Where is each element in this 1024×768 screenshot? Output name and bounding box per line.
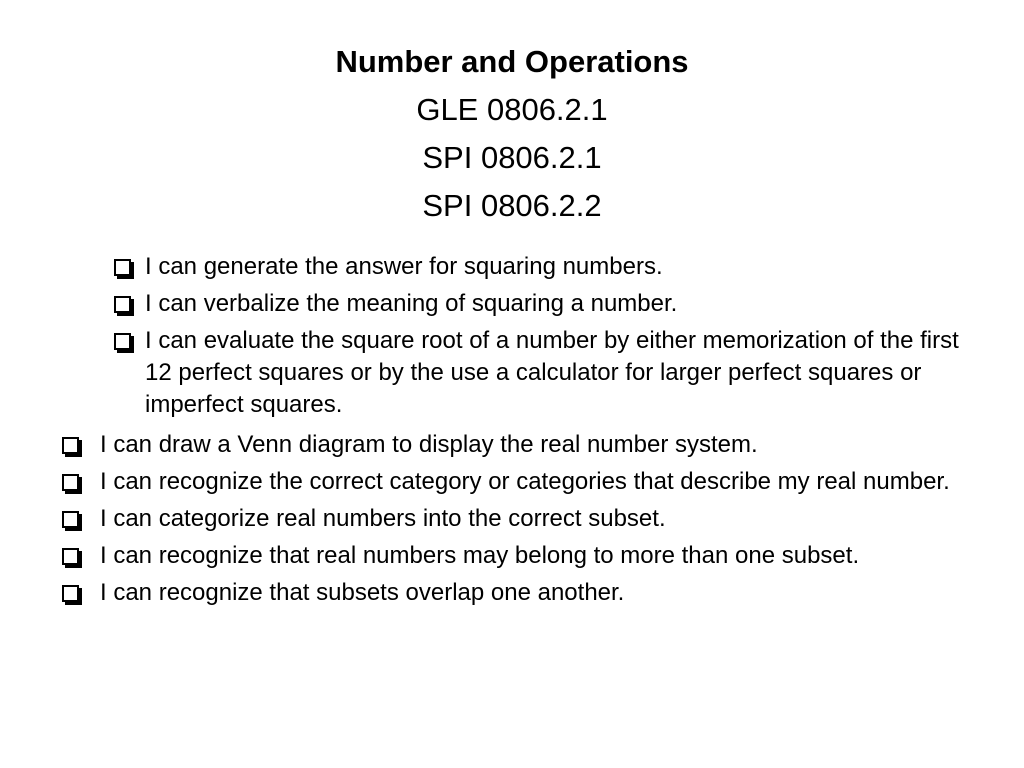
list-item-text: I can generate the answer for squaring numbers. <box>145 253 663 280</box>
list-item <box>114 251 974 283</box>
checkbox-icon <box>62 437 79 454</box>
list-item <box>114 325 974 421</box>
checkbox-icon <box>62 585 79 602</box>
list-item <box>114 288 974 320</box>
inner-objectives-list <box>114 251 974 426</box>
slide-title: Number and Operations <box>335 44 689 79</box>
list-item-text: I can draw a Venn diagram to display the real number system. <box>100 431 758 458</box>
list-item-text: I can evaluate the square root of a number by either memorization of the first 12 perfect squares or by the use a calculator for larger perfect squares or imperfect squares. <box>145 327 959 418</box>
list-item <box>62 503 962 535</box>
standard-code: GLE 0806.2.1 <box>416 92 608 127</box>
list-item <box>62 466 962 498</box>
list-item-text: I can categorize real numbers into the correct subset. <box>100 505 666 532</box>
list-item-text: I can recognize the correct category or categories that describe my real number. <box>100 468 950 495</box>
list-item-text: I can recognize that real numbers may belong to more than one subset. <box>100 542 860 569</box>
list-item <box>62 429 962 461</box>
checkbox-icon <box>114 333 131 350</box>
checkbox-icon <box>62 548 79 565</box>
list-item-text: I can recognize that subsets overlap one another. <box>100 579 625 606</box>
list-item <box>62 577 962 609</box>
checkbox-icon <box>114 296 131 313</box>
checkbox-icon <box>62 511 79 528</box>
checkbox-icon <box>62 474 79 491</box>
outer-objectives-list <box>62 429 962 614</box>
list-item-text: I can verbalize the meaning of squaring a number. <box>145 290 678 317</box>
standard-code: SPI 0806.2.1 <box>422 140 602 175</box>
standard-code: SPI 0806.2.2 <box>422 188 602 223</box>
title-block <box>0 38 1024 230</box>
checkbox-icon <box>114 259 131 276</box>
list-item <box>62 540 962 572</box>
